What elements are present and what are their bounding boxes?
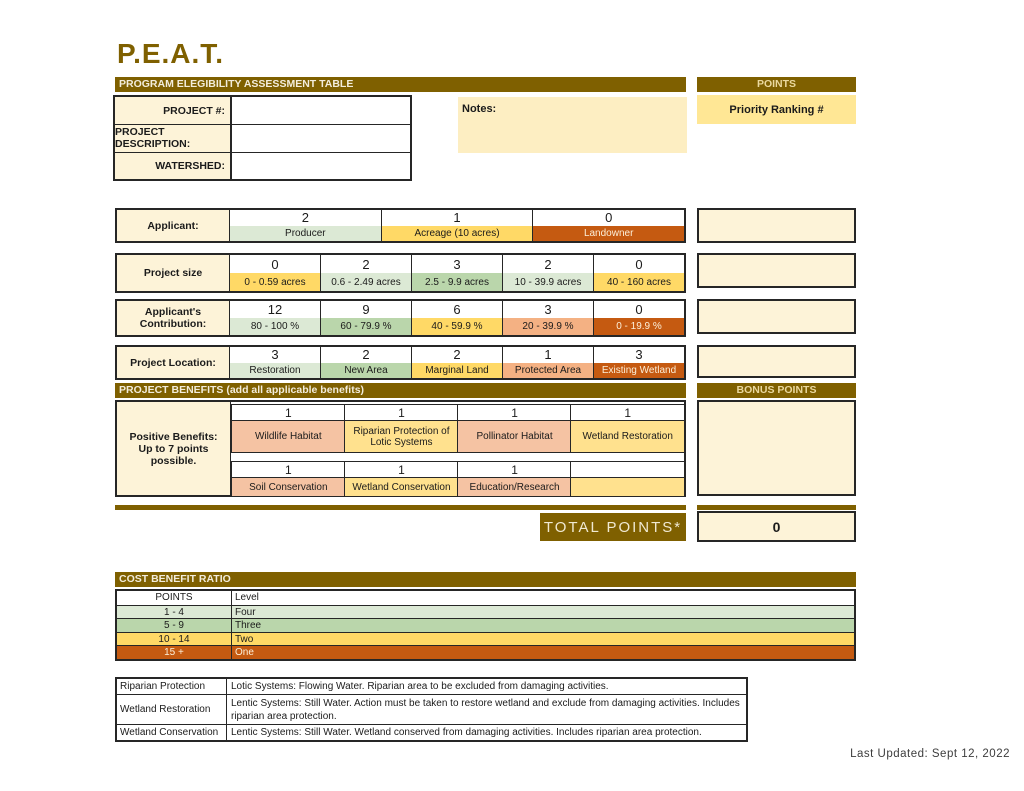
priority-ranking-cell[interactable]: Priority Ranking # <box>697 95 856 124</box>
option-label: New Area <box>321 363 411 378</box>
option-cell <box>502 301 593 335</box>
project-description-field[interactable] <box>230 125 410 151</box>
form-row-project-number <box>115 97 410 124</box>
option-points: 0 <box>594 301 684 318</box>
applicant-options <box>230 210 684 241</box>
applicant-points-entry[interactable] <box>697 208 856 243</box>
option-cell <box>411 347 502 378</box>
option-label: 40 - 160 acres <box>594 273 684 291</box>
location-options <box>230 347 684 378</box>
option-points: 9 <box>321 301 411 318</box>
option-label: Producer <box>230 226 381 241</box>
definition-text: Lentic Systems: Still Water. Action must be taken to restore wetland and exclude from damaging activities. Includes riparian area protection. <box>231 697 740 722</box>
option-cell <box>411 255 502 291</box>
bonus-points-header-bar: BONUS POINTS <box>697 383 856 398</box>
option-points: 0 <box>230 255 320 273</box>
option-cell <box>532 210 684 241</box>
definition-row <box>117 679 746 694</box>
watershed-field[interactable] <box>230 153 410 179</box>
watershed-label: WATERSHED: <box>155 159 225 172</box>
points-range: 15 + <box>117 646 232 659</box>
applicant-label: Applicant: <box>117 210 230 241</box>
option-label: 40 - 59.9 % <box>412 318 502 335</box>
level-value: Two <box>235 633 254 645</box>
option-points: 2 <box>503 255 593 273</box>
option-label: 10 - 39.9 acres <box>503 273 593 291</box>
contribution-label: Applicant's Contribution: <box>117 301 230 335</box>
benefit-cell <box>231 461 346 497</box>
benefits-header-bar: PROJECT BENEFITS (add all applicable benefits) <box>115 383 686 398</box>
total-points-label: TOTAL POINTS* <box>540 513 686 541</box>
program-header-bar: PROGRAM ELEGIBILITY ASSESSMENT TABLE <box>115 77 686 92</box>
option-points: 3 <box>412 255 502 273</box>
option-cell <box>593 301 684 335</box>
benefit-cell <box>344 404 459 453</box>
option-label: Protected Area <box>503 363 593 378</box>
option-cell <box>502 255 593 291</box>
option-cell <box>230 210 381 241</box>
benefit-points: 1 <box>345 462 458 478</box>
benefit-cell <box>344 461 459 497</box>
project-size-label: Project size <box>117 255 230 291</box>
bonus-points-entry[interactable] <box>697 400 856 496</box>
contribution-points-entry[interactable] <box>697 299 856 334</box>
notes-area[interactable] <box>458 97 687 153</box>
divider-bar-left <box>115 505 686 510</box>
benefits-description-label: Positive Benefits: Up to 7 points possible. <box>117 402 231 495</box>
option-label: 0 - 0.59 acres <box>230 273 320 291</box>
location-label: Project Location: <box>117 347 230 378</box>
benefit-label: Wetland Restoration <box>571 421 684 452</box>
option-label: 60 - 79.9 % <box>321 318 411 335</box>
total-points-value: 0 <box>697 511 856 542</box>
cost-benefit-row <box>117 645 854 659</box>
definition-row <box>117 724 746 740</box>
option-label: 0.6 - 2.49 acres <box>321 273 411 291</box>
definition-row <box>117 694 746 724</box>
cost-benefit-table <box>115 589 856 661</box>
benefits-table <box>115 400 686 497</box>
benefit-label: Education/Research <box>458 478 571 496</box>
benefit-label: Soil Conservation <box>232 478 345 496</box>
benefit-cell <box>570 404 685 453</box>
option-cell <box>593 347 684 378</box>
criteria-row-location <box>115 345 686 380</box>
definition-text: Lentic Systems: Still Water. Wetland conserved from damaging activities. Includes riparian area protection. <box>231 727 702 738</box>
benefit-points: 1 <box>232 462 345 478</box>
level-value: Three <box>235 620 262 632</box>
option-label: Existing Wetland <box>594 363 684 378</box>
benefit-points: 1 <box>345 405 458 421</box>
form-row-watershed <box>115 152 410 179</box>
points-range: 1 - 4 <box>117 606 232 619</box>
option-label: 80 - 100 % <box>230 318 320 335</box>
project-description-label: PROJECT DESCRIPTION: <box>115 126 191 151</box>
benefit-label <box>571 478 684 496</box>
benefit-cell <box>457 404 572 453</box>
page-title: P.E.A.T. <box>117 38 225 69</box>
form-row-project-description <box>115 124 410 151</box>
points-column-header: POINTS <box>117 591 232 605</box>
benefit-cell <box>457 461 572 497</box>
option-points: 1 <box>503 347 593 363</box>
benefit-points: 1 <box>571 405 684 421</box>
divider-bar-right <box>697 505 856 510</box>
contribution-options <box>230 301 684 335</box>
cost-benefit-row <box>117 632 854 646</box>
criteria-row-applicant <box>115 208 686 243</box>
option-label: Landowner <box>533 226 684 241</box>
project-size-options <box>230 255 684 291</box>
option-points: 2 <box>412 347 502 363</box>
cost-benefit-header-row <box>117 591 854 605</box>
option-points: 1 <box>382 210 533 226</box>
benefit-points: 1 <box>232 405 345 421</box>
definitions-table <box>115 677 748 742</box>
cost-benefit-header-bar: COST BENEFIT RATIO <box>115 572 856 587</box>
definition-text: Lotic Systems: Flowing Water. Riparian area to be excluded from damaging activities. <box>231 681 609 692</box>
option-label: 20 - 39.9 % <box>503 318 593 335</box>
option-cell <box>320 301 411 335</box>
option-cell <box>381 210 533 241</box>
benefit-points <box>571 462 684 478</box>
option-cell <box>502 347 593 378</box>
option-label: 2.5 - 9.9 acres <box>412 273 502 291</box>
criteria-row-contribution <box>115 299 686 337</box>
option-points: 3 <box>230 347 320 363</box>
cost-benefit-row <box>117 618 854 632</box>
criteria-row-project-size <box>115 253 686 293</box>
cost-benefit-row <box>117 605 854 619</box>
option-points: 3 <box>503 301 593 318</box>
option-cell <box>320 347 411 378</box>
last-updated-text: Last Updated: Sept 12, 2022 <box>850 748 1010 760</box>
benefit-points: 1 <box>458 462 571 478</box>
option-cell <box>230 255 320 291</box>
project-number-label: PROJECT #: <box>163 104 225 117</box>
option-points: 6 <box>412 301 502 318</box>
points-range: 5 - 9 <box>117 619 232 632</box>
definition-term: Wetland Restoration <box>117 695 227 724</box>
option-cell <box>230 347 320 378</box>
definition-term: Wetland Conservation <box>117 725 227 740</box>
benefit-label: Wetland Conservation <box>345 478 458 496</box>
points-header-bar: POINTS <box>697 77 856 92</box>
option-points: 12 <box>230 301 320 318</box>
option-points: 2 <box>230 210 381 226</box>
option-cell <box>593 255 684 291</box>
project-size-points-entry[interactable] <box>697 253 856 288</box>
definition-term: Riparian Protection <box>117 679 227 694</box>
benefit-label: Riparian Protection of Lotic Systems <box>345 421 458 452</box>
option-cell <box>230 301 320 335</box>
option-cell <box>320 255 411 291</box>
option-points: 0 <box>594 255 684 273</box>
notes-label: Notes: <box>462 103 497 115</box>
benefits-row-2 <box>231 461 685 497</box>
level-value: One <box>235 647 254 659</box>
project-number-field[interactable] <box>230 97 410 124</box>
level-value: Four <box>235 606 256 618</box>
benefit-label: Pollinator Habitat <box>458 421 571 452</box>
points-range: 10 - 14 <box>117 633 232 646</box>
option-label: 0 - 19.9 % <box>594 318 684 335</box>
project-info-form <box>113 95 412 181</box>
option-points: 2 <box>321 255 411 273</box>
location-points-entry[interactable] <box>697 345 856 378</box>
benefits-row-1 <box>231 404 685 453</box>
option-label: Acreage (10 acres) <box>382 226 533 241</box>
benefit-label: Wildlife Habitat <box>232 421 345 452</box>
option-points: 3 <box>594 347 684 363</box>
option-cell <box>411 301 502 335</box>
option-points: 2 <box>321 347 411 363</box>
option-label: Marginal Land <box>412 363 502 378</box>
benefit-cell-empty <box>570 461 685 497</box>
level-column-header: Level <box>235 592 259 603</box>
option-label: Restoration <box>230 363 320 378</box>
option-points: 0 <box>533 210 684 226</box>
benefit-points: 1 <box>458 405 571 421</box>
benefit-cell <box>231 404 346 453</box>
